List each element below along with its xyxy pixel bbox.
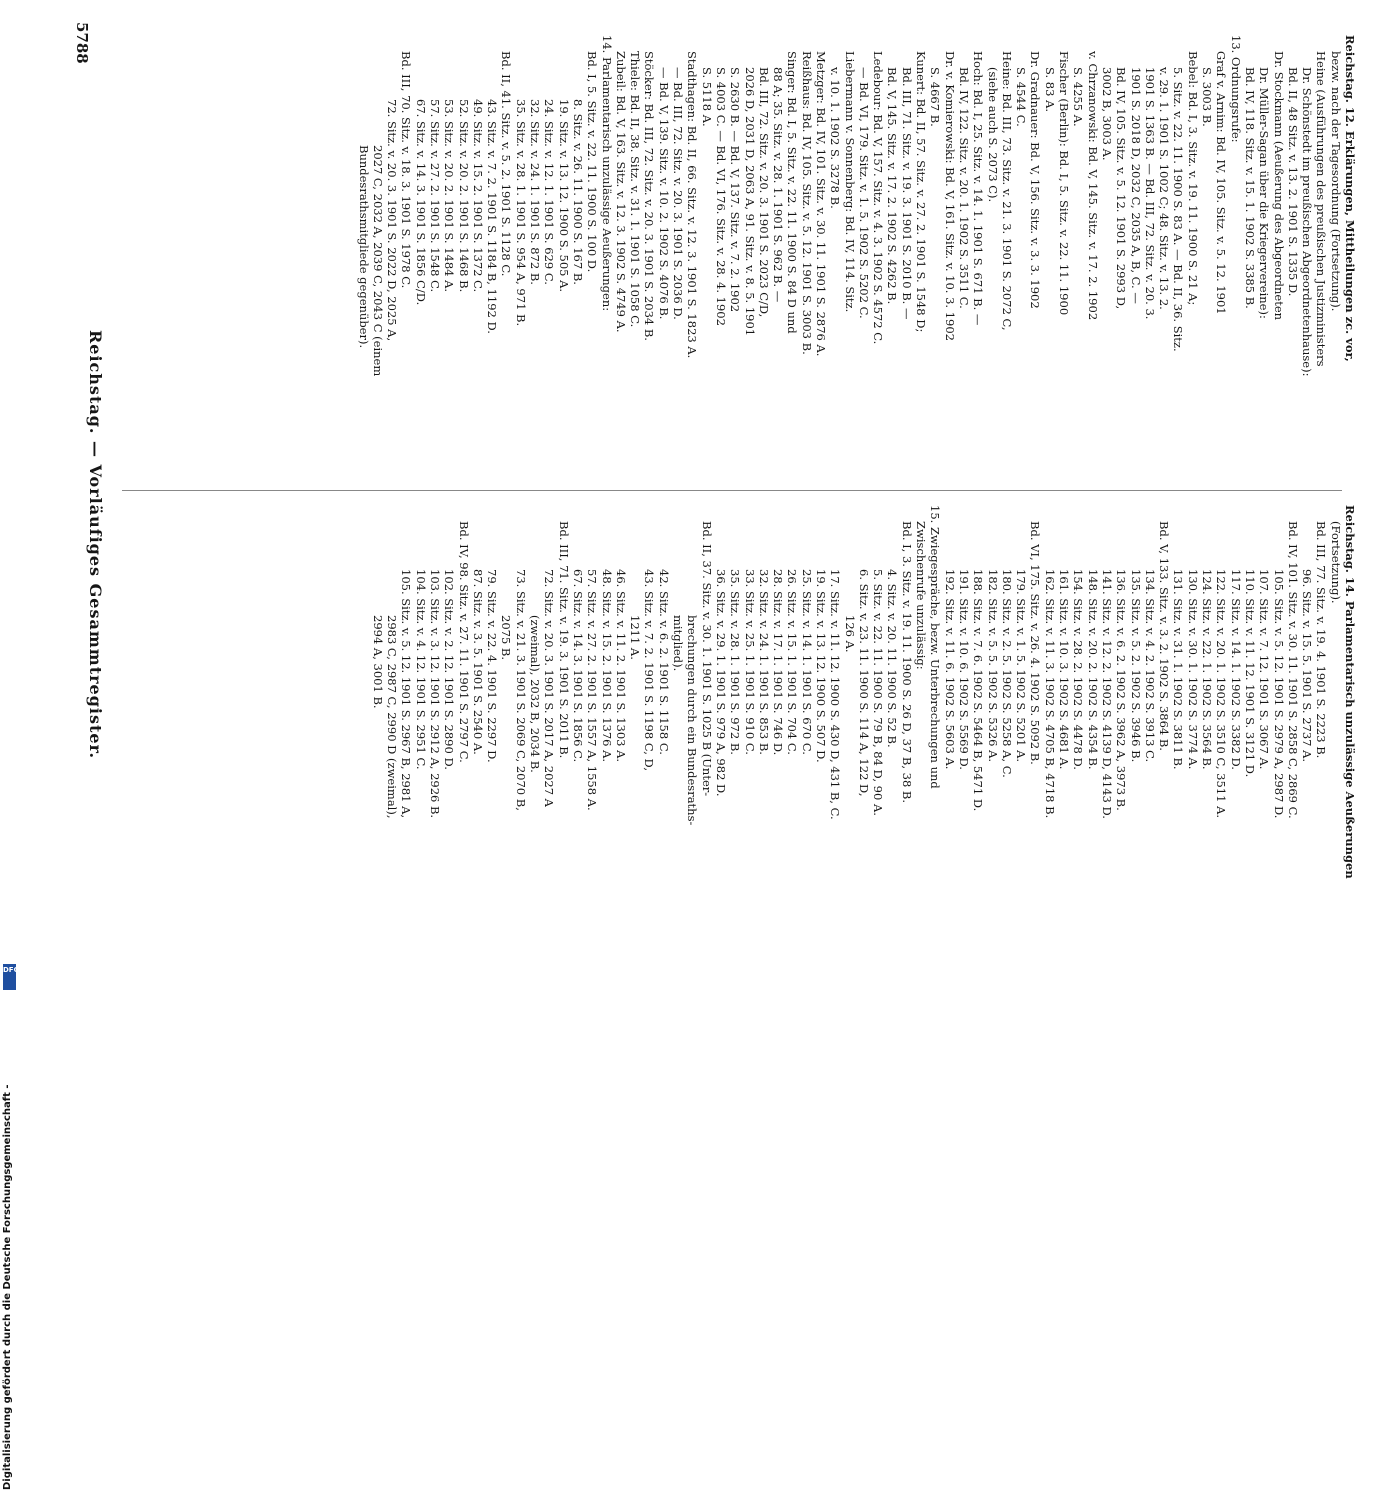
left-column-line: Dr. Stockmann (Aeußerung des Abgeordneten [1271, 51, 1286, 321]
right-column-line: 67. Sitz. v. 14. 3. 1901 S. 1856 C. [570, 569, 585, 763]
right-column-line: 26. Sitz. v. 15. 1. 1901 S. 704 C. [785, 569, 800, 755]
left-column-line: v. 10. 1. 1902 S. 3278 B. [828, 67, 843, 209]
digitization-credit: Digitalisierung gefördert durch die Deutsche Forschungsgemeinschaft - [2, 1084, 13, 1490]
right-column-line: 43. Sitz. v. 7. 2. 1901 S. 1198 C, D, [642, 569, 657, 771]
left-column-line: S. 83 A. [1042, 67, 1057, 113]
right-column-line: mitglied). [671, 615, 686, 672]
right-column-line: 96. Sitz. v. 15. 5. 1901 S. 2737 A. [1300, 569, 1315, 763]
left-column-line: 14. Parlamentarisch unzulässige Aeußerungen: [599, 35, 614, 312]
left-column-line: Thiele: Bd. II, 38. Sitz. v. 31. 1. 1901 S. 1058 C. [628, 51, 643, 328]
left-column-line: 2027 C, 2032 A, 2039 C, 2043 C (einem [370, 145, 385, 377]
left-column-line: Fischer (Berlin): Bd. I, 5. Sitz. v. 22. 11. 1900 [1057, 51, 1072, 316]
right-column-line: 28. Sitz. v. 17. 1. 1901 S. 746 D. [771, 569, 786, 756]
left-column-line: 49. Sitz. v. 15. 2. 1901 S. 1372 C. [470, 99, 485, 293]
right-column-line: 103. Sitz. v. 3. 12. 1901 S. 2912 A, 2926 B. [428, 569, 442, 819]
left-column-line: 13. Ordnungsrufe: [1228, 35, 1243, 143]
left-column-line: 53. Sitz. v. 20. 2. 1901 S. 1484 A. [442, 99, 457, 293]
right-column-line: 5. Sitz. v. 22. 11. 1900 S. 79 B, 84 D, 90 A. [871, 569, 886, 816]
right-column-line: 104. Sitz. v. 4. 12. 1901 S. 2951 C. [413, 569, 428, 770]
right-column-line: 135. Sitz. v. 5. 2. 1902 S. 3946 B. [1128, 569, 1143, 763]
left-column-line: S. 2630 B. — Bd. V, 137. Sitz. v. 7. 2. 1902 [728, 67, 743, 313]
left-column-line: Bd. II, 41. Sitz. v. 5. 2. 1901 S. 1128 C. [499, 51, 514, 277]
right-column-line: Bd. II, 37. Sitz. v. 30. 1. 1901 S. 1025 B (Unter- [699, 521, 714, 797]
right-column-line: 117. Sitz. v. 14. 1. 1902 S. 3382 D. [1228, 569, 1243, 770]
right-column-line: brechungen durch ein Bundesraths- [685, 615, 700, 826]
right-column-line: 36. Sitz. v. 29. 1. 1901 S. 979 A, 982 D. [713, 569, 728, 797]
right-column-line: Bd. I, 3. Sitz. v. 19. 11. 1900 S. 26 D, 37 B, 38 B. [899, 521, 914, 804]
right-column-line: Bd. III, 71. Sitz. v. 19. 3. 1901 S. 2011 B. [556, 521, 571, 759]
left-column-line: Bd. IV, 122. Sitz. v. 20. 1. 1902 S. 3511 C. [956, 67, 971, 309]
right-column-line: 57. Sitz. v. 27. 2. 1901 S. 1557 A, 1558 A. [585, 569, 600, 811]
right-column-line: Bd. IV, 98. Sitz. v. 27. 11. 1901 S. 2797 C. [456, 521, 471, 763]
left-column-line: — Bd. III, 72. Sitz. v. 20. 3. 1901 S. 2036 D. [671, 67, 686, 320]
dfg-logo-icon: DFG [3, 964, 16, 990]
left-column-line: Dr. Müller-Sagan über die Kriegervereine): [1257, 67, 1272, 319]
right-column-line: (Fortsetzung). [1328, 521, 1343, 604]
right-column-line: 134. Sitz. v. 4. 2. 1902 S. 3913 C. [1142, 569, 1157, 763]
right-column-line: 105. Sitz. v. 5. 12. 1901 S. 2967 B, 2981 A, [399, 569, 414, 819]
right-column-line: 6. Sitz. v. 23. 11. 1900 S. 114 A, 122 D, [856, 569, 871, 797]
left-column-line: v. Chrzanowski: Bd. V, 145. Sitz. v. 17. 2. 1902 [1085, 51, 1100, 321]
left-column-line: 52. Sitz. v. 20. 2. 1901 S. 1468 B. [456, 99, 471, 293]
left-column-line: 72. Sitz. v. 20. 3. 1901 S. 2022 D, 2025 A, [385, 99, 400, 342]
right-column-line: 1211 A. [628, 615, 643, 660]
right-column-line: Bd. III, 77. Sitz. v. 19. 4. 1901 S. 2223 B. [1314, 521, 1329, 759]
left-column-line: Bebel: Bd. I, 3. Sitz. v. 19. 11. 1900 S. 21 A; [1185, 51, 1200, 306]
right-column-line: 110. Sitz. v. 11. 12. 1901 S. 3121 D. [1242, 569, 1257, 778]
right-column-line: 17. Sitz. v. 11. 12. 1900 S. 430 D, 431 B, C. [828, 569, 843, 820]
left-column-line: 19. Sitz. v. 13. 12. 1900 S. 505 A. [556, 99, 571, 293]
right-column-line: 141. Sitz. v. 12. 2. 1902 S. 4139 D, 4143 D. [1099, 569, 1114, 819]
left-column-line: 3002 B, 3003 A. [1099, 67, 1114, 161]
left-column-line: Heine: Bd. III, 73. Sitz. v. 21. 3. 1901 S. 2072 C, [999, 51, 1014, 331]
left-column-line: Hoch: Bd. I, 25. Sitz. v. 14. 1. 1901 S. 671 B. — [971, 51, 986, 326]
left-column-line: Stadthagen: Bd. II, 66. Sitz. v. 12. 3. 1901 S. 1823 A. [685, 51, 700, 359]
right-column-line: 87. Sitz. v. 3. 5. 1901 S. 2540 A. [470, 569, 485, 755]
left-column-line: Ledebour: Bd. V, 157. Sitz. v. 4. 3. 1902 S. 4572 C. [871, 51, 886, 345]
right-column-line: 124. Sitz. v. 22. 1. 1902 S. 3564 B. [1200, 569, 1215, 770]
right-column-line: 126 A. [842, 615, 857, 653]
right-column-line: 191. Sitz. v. 10. 6. 1902 S. 5569 D. [956, 569, 971, 770]
right-column-line: 102. Sitz. v. 2. 12. 1901 S. 2890 D. [442, 569, 457, 770]
right-column-line: 2075 B. [499, 615, 514, 661]
right-column-line: 148. Sitz. v. 20. 2. 1902 S. 4354 B. [1085, 569, 1100, 770]
left-column-line: 32. Sitz. v. 24. 1. 1901 S. 872 B. [528, 99, 543, 285]
left-column-line: Dr. Gradnauer: Bd. V, 156. Sitz. v. 3. 3. 1902 [1028, 51, 1043, 309]
left-column-line: 8. Sitz. v. 26. 11. 1900 S. 167 B. [570, 99, 585, 285]
right-column-line: (zweimal), 2032 B, 2034 B. [528, 615, 543, 773]
left-column-line: Bd. V, 145. Sitz. v. 17. 2. 1902 S. 4262 B. [885, 67, 900, 305]
left-column-line: S. 4544 C. [1014, 67, 1029, 127]
left-column-line: Reißhaus: Bd. IV, 105. Sitz. v. 5. 12. 1901 S. 3003 B. [799, 51, 814, 355]
right-column-line: 154. Sitz. v. 28. 2. 1902 S. 4478 D. [1071, 569, 1086, 770]
left-column-line: — Bd. V, 139. Sitz. v. 10. 2. 1902 S. 4076 B. [656, 67, 671, 320]
left-column-line: Zubeil: Bd. V, 163. Sitz. v. 12. 3. 1902 S. 4749 A. [613, 51, 628, 333]
left-column-line: v. 29. 1. 1901 S. 1002 C; 48. Sitz. v. 13. 2. [1157, 67, 1172, 310]
left-column-line: Graf v. Arnim: Bd. IV, 105. Sitz. v. 5. 12. 1901 [1214, 51, 1229, 315]
right-column-line: 46. Sitz. v. 11. 2. 1901 S. 1303 A. [613, 569, 628, 763]
left-column-line: 1901 S. 1363 B. — Bd. III, 72. Sitz. v. 20. 3. [1142, 67, 1157, 320]
left-column-line: 67. Sitz. v. 14. 3. 1901 S. 1856 C/D. [413, 99, 428, 306]
left-column-line: S. 5118 A. [699, 67, 714, 127]
right-column-line: 130. Sitz. v. 30. 1. 1902 S. 3774 A. [1185, 569, 1200, 770]
left-column-line: S. 4667 B. [928, 67, 943, 127]
right-column-line: 105. Sitz. v. 5. 12. 1901 S. 2979 A, 2987 D. [1271, 569, 1286, 819]
right-column-line: 107. Sitz. v. 7. 12. 1901 S. 3067 A. [1257, 569, 1272, 770]
left-column-line: Liebermann v. Sonnenberg: Bd. IV, 114. Sitz. [842, 51, 857, 313]
right-column-line: 33. Sitz. v. 25. 1. 1901 S. 910 C. [742, 569, 757, 755]
digitization-footer [0, 510, 18, 1490]
left-column-line: 57. Sitz. v. 27. 2. 1901 S. 1548 C. [428, 99, 442, 293]
left-column-line: Bd. I, 5. Sitz. v. 22. 11. 1900 S. 100 D. [585, 51, 600, 273]
right-column-line: 32. Sitz. v. 24. 1. 1901 S. 853 B. [756, 569, 771, 755]
left-column [356, 35, 1357, 475]
right-column-line: Bd. VI, 175. Sitz. v. 26. 4. 1902 S. 5092 B. [1028, 521, 1043, 765]
right-column-line: 179. Sitz. v. 1. 5. 1902 S. 5201 A. [1014, 569, 1029, 763]
right-column-line: 136. Sitz. v. 6. 2. 1902 S. 3962 A, 3973 B. [1114, 569, 1129, 811]
left-column-line: S. 3003 B. [1200, 67, 1215, 127]
left-column-line: S. 4255 A. [1071, 67, 1086, 127]
right-column-line: 19. Sitz. v. 13. 12. 1900 S. 507 D. [814, 569, 829, 763]
left-column-line: Bd. III, 72. Sitz. v. 20. 3. 1901 S. 2023 C/D, [756, 67, 771, 318]
left-column-line: Kunert: Bd. II, 57. Sitz. v. 27. 2. 1901 S. 1548 D; [914, 51, 929, 333]
left-column-line: (siehe auch S. 2073 C). [985, 67, 1000, 203]
right-column-line: 42. Sitz. v. 6. 2. 1901 S. 1158 C. [656, 569, 671, 755]
right-column-line: 2983 C, 2987 C, 2990 D (zweimal), [385, 615, 400, 819]
running-head: Reichstag. — Vorläufiges Gesammtregister. [86, 330, 105, 760]
column-divider [122, 490, 1342, 491]
right-column-line: 2994 A, 3001 B. [370, 615, 385, 709]
left-column-line: bezw. nach der Tagesordnung (Fortsetzung). [1328, 51, 1343, 312]
right-column-line: 161. Sitz. v. 10. 3. 1902 S. 4681 A. [1057, 569, 1072, 770]
right-column-line: Bd. V, 133. Sitz. v. 3. 2. 1902 S. 3864 B. [1157, 521, 1172, 751]
left-column-line: Bundesrathsmitgliede gegenüber). [356, 145, 371, 349]
right-column-line: 48. Sitz. v. 15. 2. 1901 S. 1376 A. [599, 569, 614, 763]
right-column-line: 180. Sitz. v. 2. 5. 1902 S. 5258 A, C. [999, 569, 1014, 778]
left-column-line: 1901 S. 2018 D, 2032 C, 2035 A, B, C. — [1128, 67, 1143, 304]
right-column-line: 73. Sitz. v. 21. 3. 1901 S. 2069 C, 2070 B, [513, 569, 528, 811]
left-column-line: Bd. III, 70. Sitz. v. 18. 3. 1901 S. 1978 C. [399, 51, 414, 289]
right-column-line: Zwischenrufe unzulässig: [914, 521, 929, 670]
right-column [371, 505, 1357, 965]
right-column-line: 122. Sitz. v. 20. 1. 1902 S. 3510 C, 3511 A. [1214, 569, 1229, 819]
right-column-line: Bd. IV, 101. Sitz. v. 30. 11. 1901 S. 2858 C, 2869 C. [1285, 521, 1300, 819]
right-column-line: 35. Sitz. v. 28. 1. 1901 S. 972 B. [728, 569, 743, 755]
right-column-line: 192. Sitz. v. 11. 6. 1902 S. 5603 A. [942, 569, 957, 770]
page-number: 5788 [73, 22, 91, 64]
left-column-line: Singer: Bd. I, 5. Sitz. v. 22. 11. 1900 S. 84 D und [785, 51, 800, 334]
left-column-line: 24. Sitz. v. 12. 1. 1901 S. 629 C. [542, 99, 557, 285]
left-column-line: Bd. IV, 105. Sitz. v. 5. 12. 1901 S. 2993 D, [1114, 67, 1129, 310]
left-column-line: — Bd. VI, 179. Sitz. v. 1. 5. 1902 S. 5202 C. [856, 67, 871, 319]
left-column-line: Dr. Schönstedt im preußischen Abgeordnetenhause): [1300, 67, 1315, 377]
left-column-line: 43. Sitz. v. 7. 2. 1901 S. 1184 B, 1192 D. [485, 99, 500, 334]
right-column-line: Reichstag. 14. Parlamentarisch unzulässige Aeußerungen [1343, 505, 1357, 879]
left-column-line: Dr. v. Komierowski: Bd. V, 161. Sitz. v. 10. 3. 1902 [942, 51, 957, 341]
right-column-line: 182. Sitz. v. 5. 5. 1902 S. 5326 A. [985, 569, 1000, 763]
left-column-line: 2026 D, 2031 D, 2063 A, 91. Sitz. v. 8. 5. 1901 [742, 67, 757, 337]
left-column-line: 35. Sitz. v. 28. 1. 1901 S. 954 A, 971 B. [513, 99, 528, 327]
left-column-line: 88 A; 35. Sitz. v. 28. 1. 1901 S. 962 B. — [771, 67, 786, 303]
left-column-line: Bd. IV, 118. Sitz. v. 15. 1. 1902 S. 3385 B. [1242, 67, 1257, 309]
right-column-line: 131. Sitz. v. 31. 1. 1902 S. 3811 B. [1171, 569, 1186, 770]
left-column-line: Metzger: Bd. IV, 101. Sitz. v. 30. 11. 1901 S. 2876 A. [814, 51, 829, 357]
right-column-line: 188. Sitz. v. 7. 6. 1902 S. 5464 B, 5471 D. [971, 569, 986, 812]
left-column-line: Bd. II, 48 Sitz. v. 13. 2. 1901 S. 1335 D. [1285, 67, 1300, 297]
left-column-line: Reichstag. 12. Erklärungen, Mittheilungen zc. vor, [1343, 35, 1357, 362]
right-column-line: 25. Sitz. v. 14. 1. 1901 S. 670 C. [799, 569, 814, 755]
right-column-line: 4. Sitz. v. 20. 11. 1900 S. 52 B. [885, 569, 900, 748]
right-column-line: 15. Zwiegespräche, bezw. Unterbrechungen und [928, 505, 943, 789]
left-column-line: 5. Sitz. v. 22. 11. 1900 S. 83 A. — Bd. II, 36. Sitz. [1171, 67, 1186, 352]
left-column-line: Bd. III, 71. Sitz. v. 19. 3. 1901 S. 2010 B. — [899, 67, 914, 320]
left-column-line: S. 4003 C. — Bd. VI, 176. Sitz. v. 28. 4. 1902 [713, 67, 728, 326]
right-column-line: 72. Sitz. v. 20. 3. 1901 S. 2017 A, 2027 A [542, 569, 557, 807]
right-column-line: 79. Sitz. v. 22. 4. 1901 S. 2297 D. [485, 569, 500, 763]
left-column-line: Stöcker: Bd. III, 72. Sitz. v. 20. 3. 1901 S. 2034 B. [642, 51, 657, 341]
right-column-line: 162. Sitz. v. 11. 3. 1902 S. 4705 B, 4718 B. [1042, 569, 1057, 819]
left-column-line: Heine (Ausführungen des preußischen Justizministers [1314, 51, 1329, 367]
